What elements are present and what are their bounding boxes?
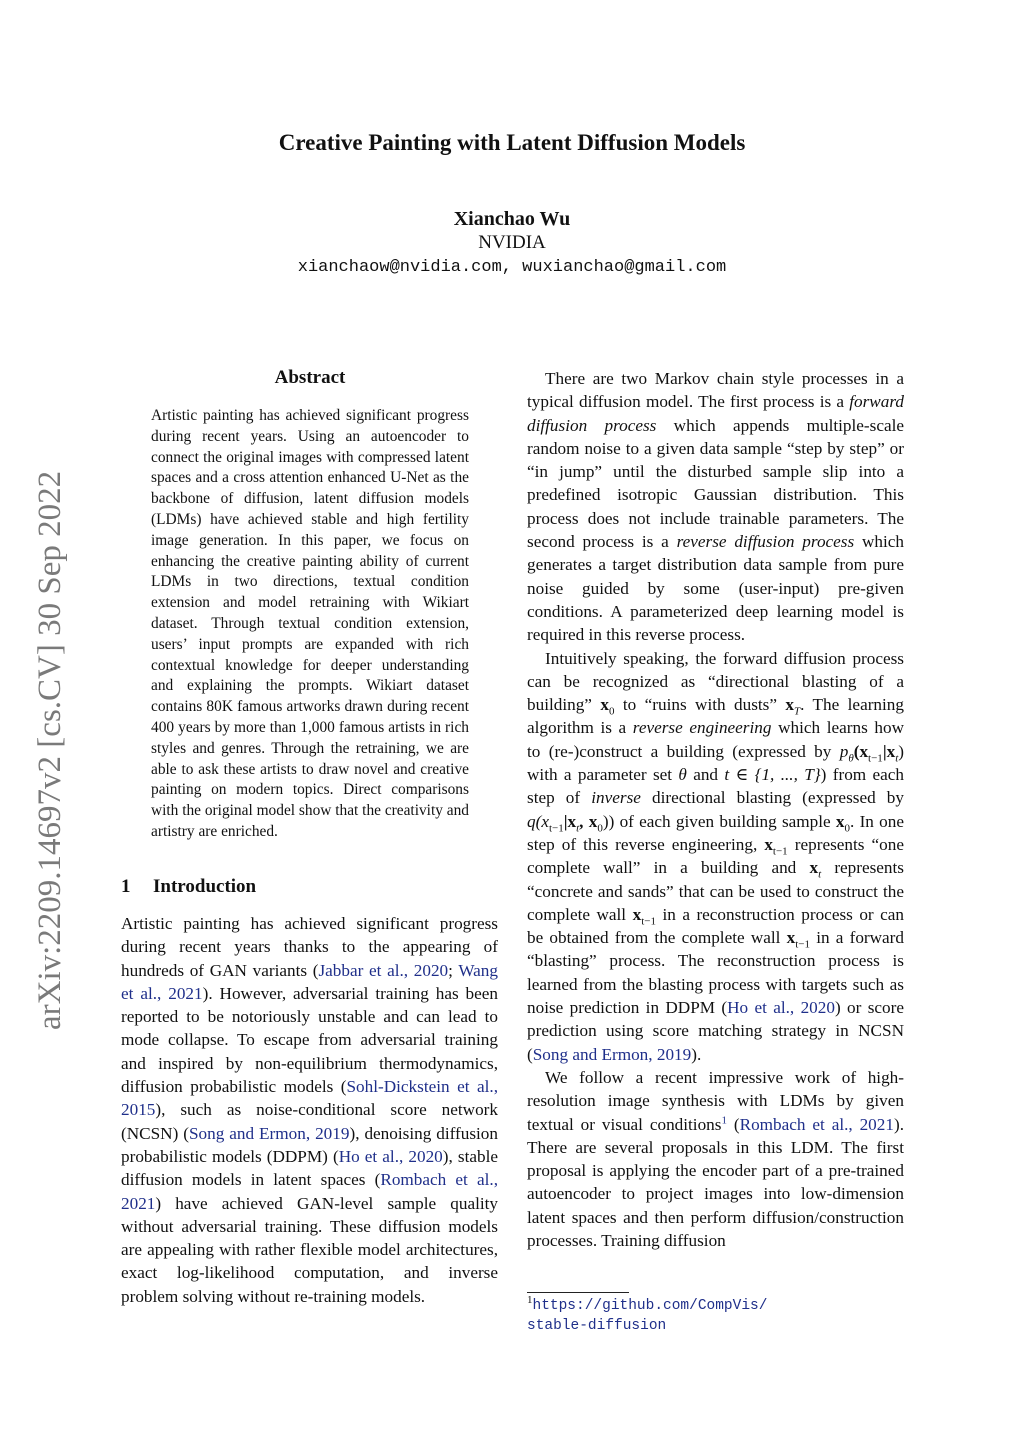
citation-link[interactable]: Ho et al., 2020: [338, 1146, 443, 1166]
citation-link[interactable]: Ho et al., 2020: [727, 998, 835, 1018]
intro-paragraph-2: There are two Markov chain style processes in a typical diffusion model. The first process is a forward diffusion process which appends multiple-scale random noise to a given data sample “step by step” or “in jump” until the disturbed sample slip into a predefined isotropic Gaussian distribution. This process does not include trainable parameters. The second process is a reverse diffusion process which generates a target distribution data sample from pure noise guided by some (user-input) pre-given conditions. A parameterized deep learning model is required in this reverse process.: [527, 369, 904, 645]
abstract-text: Artistic painting has achieved significant progress during recent years. Using an autoencoder to connect the original images with compressed latent spaces and a cross attention enhanced U-Net as the backbone of diffusion, latent diffusion models (LDMs) have achieved stable and high fertility image generation. In this paper, we focus on enhancing the creative painting ability of current LDMs in two directions, textual condition extension and model retraining with Wikiart dataset. Through textual condition extension, users’ input prompts are expanded with rich contextual knowledge for deeper understanding and explaining the prompts. Wikiart dataset contains 80K famous artworks drawn during recent 400 years by more than 1,000 famous artists in rich styles and genres. Through the retraining, we are able to ask these artists to draw novel and creative painting on modern topics. Direct comparisons with the original model show that the creativity and artistry are enriched.: [151, 407, 469, 840]
citation-link[interactable]: Rombach et al., 2021: [121, 1170, 498, 1213]
citation-link[interactable]: Jabbar et al., 2020: [318, 960, 449, 980]
right-column: [527, 367, 904, 1252]
arxiv-identifier: arXiv:2209.14697v2 [cs.CV] 30 Sep 2022: [32, 470, 68, 1030]
intro-paragraph-4: We follow a recent impressive work of high-resolution image synthesis with LDMs by given textual or visual conditions$^1$ (Rombach et al., 2021). There are several proposals in this LDM. The first proposal is applying the encoder part of a pre-trained autoencoder to project images into low-dimension latent spaces and then perform diffusion/construction processes. Training diffusion: [527, 1067, 904, 1250]
intro-paragraph-3: Intuitively speaking, the forward diffusion process can be recognized as “directional blasting of a building” $x_0$ to “ruins with dusts” $x_T$. The learning algorithm is a reverse engineering which learns how to (re-)construct a building (expressed by $p_\theta(x_{t-1}|x_t)$ with a parameter set θ and t ∈ {1, ..., T}) from each step of inverse directional blasting (expressed by $q(x_{t-1}|x_t$, $x_0$)) of each given building sample $x_0$. In one step of this reverse engineering, $x_{t-1}$ represents “one complete wall” in a building and $x_t$ represents “concrete and sands” that can be used to construct the complete wall $x_{t-1}$ in a reconstruction process or can be obtained from the complete wall $x_{t-1}$ in a forward “blasting” process. The reconstruction process is learned from the blasting process with targets such as noise prediction in DDPM (Ho et al., 2020) or score prediction using score matching strategy in NCSN (Song and Ermon, 2019).: [527, 648, 904, 1064]
footnote: [527, 1296, 904, 1336]
footnote-url-continued[interactable]: stable-diffusion: [527, 1318, 667, 1334]
author-emails[interactable]: xianchaow@nvidia.com, wuxianchao@gmail.com: [297, 258, 727, 277]
section-heading-introduction: [121, 876, 256, 898]
footnote-number: 1: [527, 1294, 533, 1307]
section-title: Introduction: [153, 876, 257, 897]
abstract-heading: Abstract: [274, 367, 346, 388]
author-affiliation: NVIDIA: [478, 232, 546, 253]
footnote-marker[interactable]: 1: [721, 1113, 727, 1126]
citation-link[interactable]: Rombach et al., 2021: [739, 1114, 894, 1134]
footnote-divider: [527, 1292, 629, 1293]
section-number: 1: [121, 876, 131, 897]
citation-link[interactable]: Wang et al., 2021: [121, 960, 498, 1003]
intro-paragraph-1: Artistic painting has achieved significant progress during recent years thanks to the appearing of hundreds of GAN variants (Jabbar et al., 2020; Wang et al., 2021). However, adversarial training has been reported to be notoriously unstable and can lead to mode collapse. To escape from adversarial training and inspired by non-equilibrium thermodynamics, diffusion probabilistic models (Sohl-Dickstein et al., 2015), such as noise-conditional score network (NCSN) (Song and Ermon, 2019), denoising diffusion probabilistic models (DDPM) (Ho et al., 2020), stable diffusion models in latent spaces (Rombach et al., 2021) have achieved GAN-level sample quality without adversarial training. These diffusion models are appealing with rather flexible model architectures, exact log-likelihood computation, and inverse problem solving without re-training models.: [121, 914, 498, 1306]
footnote-url[interactable]: https://github.com/CompVis/: [532, 1298, 768, 1314]
author-name: Xianchao Wu: [453, 208, 571, 230]
citation-link[interactable]: Song and Ermon, 2019: [188, 1123, 350, 1143]
paper-title: Creative Painting with Latent Diffusion Models: [278, 130, 746, 155]
citation-link[interactable]: Song and Ermon, 2019: [532, 1044, 692, 1064]
citation-link[interactable]: Sohl-Dickstein et al., 2015: [121, 1077, 498, 1120]
